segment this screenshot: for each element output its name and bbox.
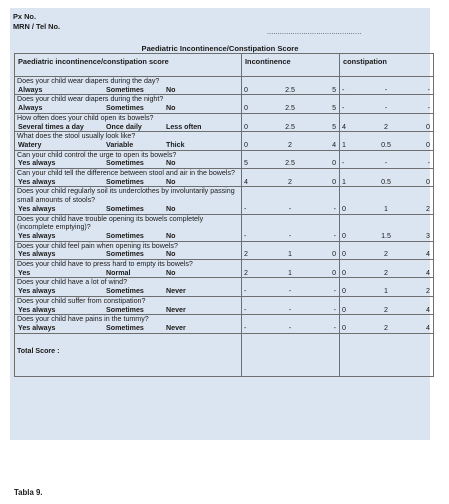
table-caption: Tabla 9. — [14, 488, 43, 497]
score-value: 0 — [332, 250, 337, 259]
constipation-scores — [340, 132, 434, 150]
question-text: Does your child feel pain when opening its bowels? — [17, 241, 178, 250]
answer-options — [17, 287, 239, 296]
question-cell — [15, 77, 242, 95]
incontinence-scores — [242, 169, 340, 187]
answer-option: Sometimes — [106, 104, 144, 113]
score-value: 0 — [342, 250, 346, 259]
question-text: Does your child have pains in the tummy? — [17, 315, 149, 324]
score-value: - — [244, 323, 247, 332]
constipation-scores — [340, 169, 434, 187]
answer-option: Yes always — [18, 287, 56, 296]
answer-option: Sometimes — [106, 231, 144, 240]
constipation-scores — [340, 296, 434, 314]
table-row — [15, 315, 434, 333]
header-constipation: constipation — [340, 54, 434, 77]
header-question: Paediatric incontinence/constipation score — [15, 54, 242, 77]
score-value: - — [342, 104, 345, 113]
score-value: - — [427, 104, 430, 113]
constipation-scores — [340, 260, 434, 278]
score-value: 2 — [426, 204, 430, 213]
answer-option: Variable — [106, 140, 134, 149]
answer-option: Sometimes — [106, 159, 144, 168]
answer-option: No — [166, 231, 176, 240]
question-text: Does your child have trouble opening its bowels completely (incomplete emptying)? — [17, 214, 204, 232]
score-value: 4 — [332, 140, 337, 149]
incontinence-scores — [242, 278, 340, 296]
total-constipation-cell — [340, 333, 434, 376]
answer-option: Yes always — [18, 250, 56, 259]
question-text: Does your child have to press hard to empty its bowels? — [17, 260, 193, 269]
constipation-scores — [340, 95, 434, 113]
answer-option: Never — [166, 323, 186, 332]
answer-option: No — [166, 159, 176, 168]
score-value: - — [288, 204, 292, 213]
question-text: Can your child tell the difference between stool and air in the bowels? — [17, 169, 235, 178]
question-cell — [15, 150, 242, 168]
answer-options — [17, 306, 239, 315]
question-cell — [15, 278, 242, 296]
score-value: - — [244, 305, 247, 314]
question-text: What does the stool usually look like? — [17, 132, 136, 141]
question-cell — [15, 113, 242, 131]
score-value: - — [333, 204, 337, 213]
score-value: 5 — [244, 159, 248, 168]
score-value: 4 — [426, 250, 430, 259]
answer-option: Thick — [166, 140, 185, 149]
score-value: - — [427, 159, 430, 168]
constipation-scores — [340, 278, 434, 296]
score-value: 2 — [384, 122, 388, 131]
answer-options — [17, 324, 239, 333]
score-value: 0 — [244, 104, 248, 113]
table-row — [15, 95, 434, 113]
score-value: 4 — [426, 268, 430, 277]
constipation-scores — [340, 77, 434, 95]
table-row — [15, 214, 434, 241]
incontinence-scores — [242, 95, 340, 113]
score-value: 0.5 — [381, 177, 391, 186]
px-no-label: Px No. — [13, 12, 36, 21]
score-value: - — [333, 323, 337, 332]
answer-option: Yes always — [18, 177, 56, 186]
score-value: 2.5 — [285, 159, 295, 168]
constipation-scores — [340, 113, 434, 131]
question-cell — [15, 296, 242, 314]
constipation-scores — [340, 187, 434, 214]
answer-option: Sometimes — [106, 305, 144, 314]
score-value: 0 — [426, 140, 430, 149]
score-value: 2.5 — [285, 122, 295, 131]
score-value: 0 — [332, 268, 337, 277]
table-header-row — [15, 54, 434, 77]
answer-option: Normal — [106, 268, 131, 277]
score-value: 1 — [342, 177, 346, 186]
score-value: - — [288, 287, 292, 296]
score-value: - — [333, 287, 337, 296]
answer-option: Yes always — [18, 323, 56, 332]
score-value: 2 — [384, 268, 388, 277]
total-score-label: Total Score : — [15, 333, 242, 376]
answer-option: No — [166, 204, 176, 213]
question-text: Does your child regularly soil its underclothes by involuntarily passing small amounts of stools? — [17, 187, 235, 205]
incontinence-scores — [242, 260, 340, 278]
incontinence-scores — [242, 296, 340, 314]
question-cell — [15, 95, 242, 113]
score-value: 0 — [332, 177, 337, 186]
constipation-scores — [340, 150, 434, 168]
score-value: - — [342, 85, 345, 94]
constipation-scores — [340, 241, 434, 259]
table-row — [15, 77, 434, 95]
question-cell — [15, 315, 242, 333]
question-cell — [15, 241, 242, 259]
incontinence-scores — [242, 150, 340, 168]
score-value: 2 — [426, 287, 430, 296]
score-value: 2 — [384, 305, 388, 314]
incontinence-scores — [242, 77, 340, 95]
score-value: - — [244, 231, 247, 240]
table-row — [15, 241, 434, 259]
table-row — [15, 278, 434, 296]
answer-option: Watery — [18, 140, 42, 149]
answer-option: Yes always — [18, 305, 56, 314]
question-text: Can your child control the urge to open its bowels? — [17, 150, 177, 159]
answer-option: Less often — [166, 122, 202, 131]
table-row — [15, 260, 434, 278]
score-value: 0 — [244, 85, 248, 94]
question-text: Does your child have a lot of wind? — [17, 278, 128, 287]
total-incontinence-cell — [242, 333, 340, 376]
answer-options — [17, 250, 239, 259]
answer-options — [17, 232, 239, 241]
score-value: 1 — [384, 287, 388, 296]
score-value: 4 — [244, 177, 248, 186]
answer-options — [17, 205, 239, 214]
answer-options — [17, 141, 239, 150]
score-value: - — [244, 287, 247, 296]
score-table — [14, 53, 434, 377]
score-value: - — [288, 323, 292, 332]
question-cell — [15, 132, 242, 150]
answer-option: Always — [18, 104, 43, 113]
incontinence-scores — [242, 214, 340, 241]
answer-option: Yes — [18, 268, 31, 277]
score-value: 5 — [332, 122, 337, 131]
fill-in-line: ............................................ — [267, 29, 362, 36]
answer-option: No — [166, 268, 176, 277]
answer-option: Never — [166, 287, 186, 296]
score-value: 0 — [426, 177, 430, 186]
mrn-label: MRN / Tel No. — [13, 22, 61, 31]
answer-option: Always — [18, 85, 43, 94]
answer-option: Sometimes — [106, 177, 144, 186]
answer-option: Once daily — [106, 122, 142, 131]
answer-options — [17, 123, 239, 132]
page-title: Paediatric Incontinence/Constipation Score — [141, 44, 299, 53]
score-value: 0.5 — [381, 140, 391, 149]
question-cell — [15, 214, 242, 241]
incontinence-scores — [242, 113, 340, 131]
answer-option: No — [166, 85, 176, 94]
score-value: 0 — [342, 287, 346, 296]
answer-option: Never — [166, 305, 186, 314]
incontinence-scores — [242, 187, 340, 214]
answer-option: Sometimes — [106, 204, 144, 213]
score-value: 2 — [288, 140, 292, 149]
question-text: Does your child wear diapers during the day? — [17, 77, 160, 85]
score-value: 0 — [342, 268, 346, 277]
score-value: 0 — [342, 305, 346, 314]
answer-options — [17, 269, 239, 278]
score-value: 2 — [288, 177, 292, 186]
score-value: 2 — [244, 250, 248, 259]
question-cell — [15, 187, 242, 214]
score-value: 1 — [288, 250, 292, 259]
constipation-scores — [340, 315, 434, 333]
score-value: - — [244, 204, 247, 213]
score-value: 0 — [342, 231, 346, 240]
answer-option: Yes always — [18, 204, 56, 213]
table-row — [15, 296, 434, 314]
answer-option: Yes always — [18, 231, 56, 240]
table-row — [15, 132, 434, 150]
score-value: - — [384, 104, 388, 113]
score-value: - — [427, 85, 430, 94]
score-value: 1.5 — [381, 231, 391, 240]
score-value: - — [288, 305, 292, 314]
incontinence-scores — [242, 132, 340, 150]
incontinence-scores — [242, 241, 340, 259]
score-value: - — [288, 231, 292, 240]
score-value: 1 — [384, 204, 388, 213]
score-value: 3 — [426, 231, 430, 240]
answer-option: Sometimes — [106, 323, 144, 332]
table-row — [15, 169, 434, 187]
score-value: 2 — [244, 268, 248, 277]
score-value: - — [384, 85, 388, 94]
score-value: 0 — [244, 140, 248, 149]
score-value: 0 — [332, 159, 337, 168]
answer-option: Yes always — [18, 159, 56, 168]
incontinence-scores — [242, 315, 340, 333]
answer-option: Several times a day — [18, 122, 84, 131]
score-value: 4 — [342, 122, 346, 131]
score-value: 2.5 — [285, 85, 295, 94]
score-value: 0 — [342, 323, 346, 332]
score-value: - — [333, 231, 337, 240]
answer-option: Sometimes — [106, 250, 144, 259]
score-value: - — [333, 305, 337, 314]
score-value: 5 — [332, 85, 337, 94]
question-cell — [15, 169, 242, 187]
constipation-scores — [340, 214, 434, 241]
question-text: How often does your child open its bowels? — [17, 113, 154, 122]
answer-option: Sometimes — [106, 85, 144, 94]
answer-option: Sometimes — [106, 287, 144, 296]
table-row — [15, 187, 434, 214]
table-row — [15, 113, 434, 131]
score-value: 2 — [384, 323, 388, 332]
table-row — [15, 150, 434, 168]
answer-option: No — [166, 104, 176, 113]
header-incontinence: Incontinence — [242, 54, 340, 77]
score-value: 5 — [332, 104, 337, 113]
score-value: 1 — [342, 140, 346, 149]
answer-option: No — [166, 177, 176, 186]
score-value: - — [342, 159, 345, 168]
answer-options — [17, 104, 239, 113]
score-value: 0 — [342, 204, 346, 213]
score-value: 4 — [426, 305, 430, 314]
score-value: 2 — [384, 250, 388, 259]
score-value: 1 — [288, 268, 292, 277]
score-value: 4 — [426, 323, 430, 332]
score-value: 2.5 — [285, 104, 295, 113]
answer-options — [17, 86, 239, 95]
answer-options — [17, 178, 239, 187]
question-text: Does your child suffer from constipation? — [17, 296, 146, 305]
answer-option: No — [166, 250, 176, 259]
score-value: - — [384, 159, 388, 168]
score-value: 0 — [244, 122, 248, 131]
question-text: Does your child wear diapers during the night? — [17, 95, 164, 104]
question-cell — [15, 260, 242, 278]
score-value: 0 — [426, 122, 430, 131]
total-row — [15, 333, 434, 376]
answer-options — [17, 159, 239, 168]
